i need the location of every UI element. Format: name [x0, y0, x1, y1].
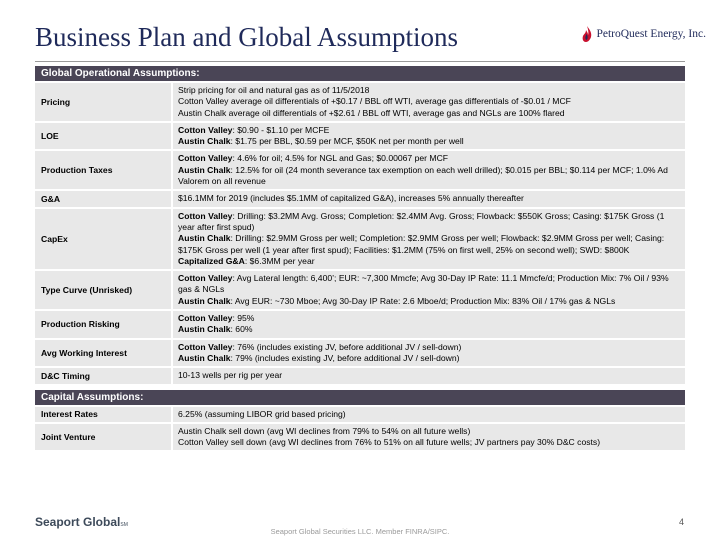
row-value [173, 424, 685, 451]
logo-text: PetroQuest Energy, Inc. [596, 28, 706, 40]
value-line [178, 273, 679, 296]
value-keyword: Cotton Valley [178, 210, 233, 221]
value-keyword: Capitalized G&A [178, 255, 245, 266]
value-line [178, 125, 679, 136]
page-title: Business Plan and Global Assumptions [35, 22, 459, 52]
value-keyword: Cotton Valley [178, 124, 233, 135]
row-value [173, 123, 685, 150]
row-label: G&A [35, 191, 173, 206]
value-keyword: Austin Chalk [178, 136, 231, 147]
row-value [173, 83, 685, 121]
value-text: Cotton Valley sell down (avg WI declines from 76% to 51% on all future wells; JV partners pay 30% D&C costs) [178, 437, 601, 448]
table-row [35, 368, 685, 383]
table-row [35, 271, 685, 309]
row-label: Pricing [35, 83, 173, 121]
brand-text: Seaport Global [35, 515, 121, 529]
row-value [173, 340, 685, 367]
value-keyword: Cotton Valley [178, 313, 233, 324]
value-text: Cotton Valley average oil differentials of +$0.17 / BBL off WTI, average gas differentials of -$0.01 / MCF [178, 96, 571, 107]
row-value [173, 191, 685, 206]
assumptions-sheet [35, 66, 685, 452]
value-line [178, 353, 679, 364]
value-line [178, 437, 679, 448]
row-label: Interest Rates [35, 407, 173, 422]
row-value [173, 151, 685, 189]
value-text: : 12.5% for oil (24 month severance tax exemption on each well drilled); $0.015 per BBL; $0.114 per MCF; 1.0% Ad Valorem on all revenue [178, 164, 668, 187]
value-text: : 95% [232, 313, 255, 324]
row-label: CapEx [35, 209, 173, 269]
value-keyword: Cotton Valley [178, 273, 233, 284]
value-text: : $0.90 - $1.10 per MCFE [232, 124, 330, 135]
table-row [35, 340, 685, 367]
table-row [35, 424, 685, 451]
value-text: 10-13 wells per rig per year [178, 370, 283, 381]
table-row [35, 311, 685, 338]
value-text: : Drilling: $2.9MM Gross per well; Completion: $2.9MM Gross per well; Flowback: $2.9MM Gross per well; Casing: $175K Gross per well (1 year after first spud); Facilities: $1.2MM (75% on first well, 25% on second well); SWD: $800K [178, 233, 665, 255]
row-label: Production Taxes [35, 151, 173, 189]
row-label: Production Risking [35, 311, 173, 338]
row-label: Avg Working Interest [35, 340, 173, 367]
value-keyword: Austin Chalk [178, 233, 231, 244]
value-text: : $6.3MM per year [244, 255, 315, 266]
value-keyword: Austin Chalk [178, 352, 231, 363]
row-label: D&C Timing [35, 368, 173, 383]
capital-section-header: Capital Assumptions: [35, 390, 685, 405]
value-text: : 4.6% for oil; 4.5% for NGL and Gas; $0.00067 per MCF [232, 153, 449, 164]
value-keyword: Cotton Valley [178, 153, 233, 164]
value-text: 6.25% (assuming LIBOR grid based pricing) [178, 408, 346, 419]
table-row [35, 123, 685, 150]
value-text: Austin Chalk average oil differentials of +$2.61 / BBL off WTI, average gas and NGLs are 100% flared [178, 107, 565, 118]
value-line [178, 409, 679, 420]
value-text: : $1.75 per BBL, $0.59 per MCF, $50K net per month per well [230, 136, 464, 147]
value-line [178, 313, 679, 324]
value-keyword: Cotton Valley [178, 341, 233, 352]
row-value [173, 209, 685, 269]
value-text: : Avg Lateral length: 6,400’; EUR: ~7,300 Mmcfe; Avg 30-Day IP Rate: 11.1 Mmcfe/d; Production Mix: 7% Oil / 93% gas & NGLs [178, 273, 669, 295]
value-line [178, 193, 679, 204]
value-keyword: Austin Chalk [178, 164, 231, 175]
title-divider [35, 61, 685, 62]
value-line [178, 96, 679, 107]
value-line [178, 426, 679, 437]
value-line [178, 324, 679, 335]
capital-rows [35, 407, 685, 451]
operational-rows [35, 83, 685, 384]
value-text: : 60% [230, 324, 253, 335]
row-value [173, 368, 685, 383]
value-line [178, 85, 679, 96]
value-text: : 79% (includes existing JV, before additional JV / sell-down) [230, 352, 460, 363]
row-label: LOE [35, 123, 173, 150]
value-text: $16.1MM for 2019 (includes $5.1MM of capitalized G&A), increases 5% annually thereafter [178, 193, 524, 204]
operational-section-header: Global Operational Assumptions: [35, 66, 685, 81]
value-text: Strip pricing for oil and natural gas as of 11/5/2018 [178, 85, 370, 95]
table-row [35, 191, 685, 206]
value-line [178, 165, 679, 188]
footer-disclaimer: Seaport Global Securities LLC. Member FINRA/SIPC. [270, 527, 450, 536]
value-keyword: Austin Chalk [178, 295, 231, 306]
brand-mark: SM [120, 522, 128, 528]
value-line [178, 296, 679, 307]
table-row [35, 151, 685, 189]
page-number: 4 [678, 517, 684, 527]
value-text: : Drilling: $3.2MM Avg. Gross; Completion: $2.4MM Avg. Gross; Flowback: $550K Gross; Casing: $175K Gross (1 year after first spud) [178, 210, 665, 232]
company-logo [581, 26, 706, 42]
value-keyword: Austin Chalk [178, 324, 231, 335]
value-line [178, 136, 679, 147]
value-line [178, 370, 679, 381]
row-label: Joint Venture [35, 424, 173, 451]
row-label: Type Curve (Unrisked) [35, 271, 173, 309]
table-row [35, 83, 685, 121]
value-line [178, 108, 679, 119]
value-text: : 76% (includes existing JV, before additional JV / sell-down) [232, 341, 462, 352]
flame-logo-icon [581, 26, 593, 42]
value-line [178, 342, 679, 353]
row-value [173, 407, 685, 422]
table-row [35, 407, 685, 422]
value-line [178, 256, 679, 267]
value-line [178, 153, 679, 164]
value-text: Austin Chalk sell down (avg WI declines from 79% to 54% on all future wells) [178, 425, 471, 436]
row-value [173, 271, 685, 309]
value-text: : Avg EUR: ~730 Mboe; Avg 30-Day IP Rate: 2.6 Mboe/d; Production Mix: 83% Oil / 17% gas & NGLs [230, 295, 616, 306]
value-line [178, 211, 679, 234]
row-value [173, 311, 685, 338]
value-line [178, 233, 679, 256]
table-row [35, 209, 685, 269]
